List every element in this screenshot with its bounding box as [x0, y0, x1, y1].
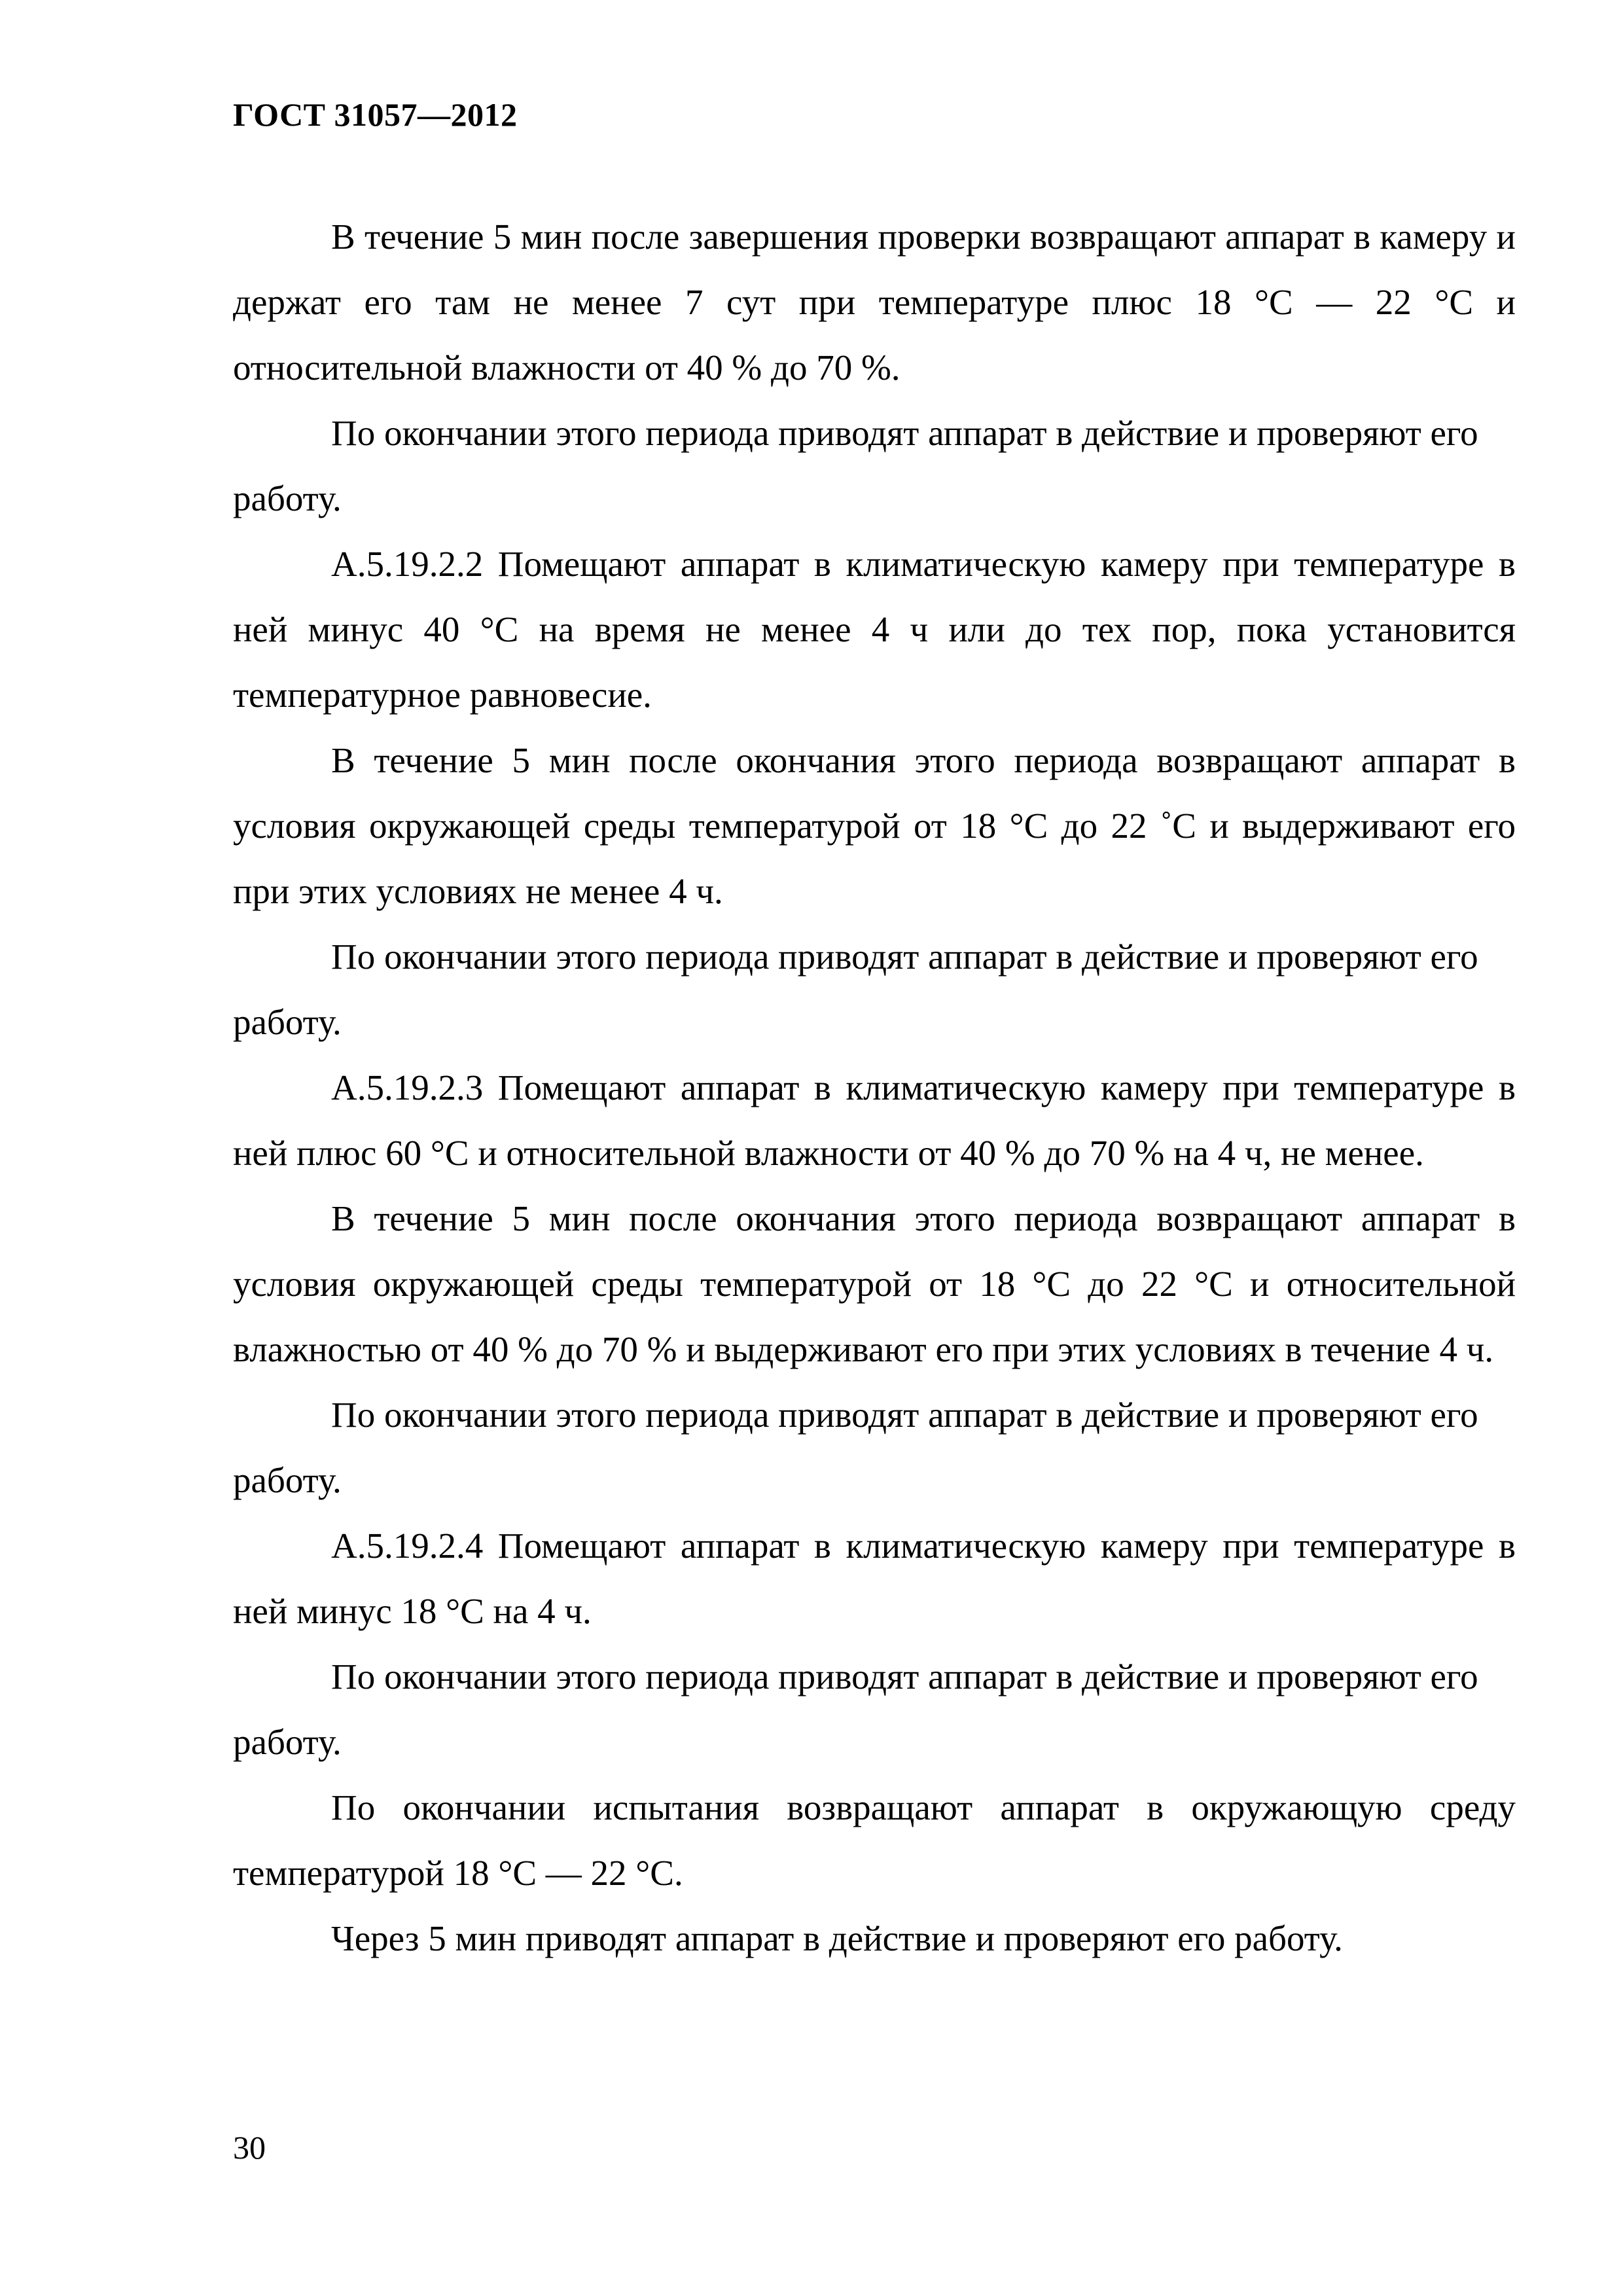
paragraph: В течение 5 мин после окончания этого периода возвращают аппарат в условия окружающей среды температурой от 18 °С до 22 °С и относительной влажностью от 40 % до 70 % и выдерживают его при этих условиях в течение 4 ч.	[233, 1198, 1516, 1369]
document-body	[233, 204, 1516, 1971]
paragraph: По окончании этого периода приводят аппарат в действие и проверяют его работу.	[233, 413, 1478, 518]
paragraph: По окончании этого периода приводят аппарат в действие и проверяют его работу.	[233, 1395, 1478, 1500]
paragraph: По окончании этого периода приводят аппарат в действие и проверяют его работу.	[233, 1657, 1478, 1762]
document-header-standard-code: ГОСТ 31057—2012	[233, 96, 518, 133]
paragraph: В течение 5 мин после завершения проверки возвращают аппарат в камеру и держат его там не менее 7 сут при температуре плюс 18 °С — 22 °С и относительной влажности от 40 % до 70 %.	[233, 217, 1516, 387]
page-number: 30	[233, 2129, 266, 2166]
paragraph-section-a-5-19-2-2: А.5.19.2.2 Помещают аппарат в климатическую камеру при температуре в ней минус 40 °С на время не менее 4 ч или до тех пор, пока установится температурное равновесие.	[233, 544, 1516, 715]
paragraph: В течение 5 мин после окончания этого периода возвращают аппарат в условия окружающей среды температурой от 18 °С до 22 ˚С и выдерживают его при этих условиях не менее 4 ч.	[233, 740, 1516, 911]
paragraph: Через 5 мин приводят аппарат в действие и проверяют его работу.	[331, 1918, 1343, 1958]
paragraph-section-a-5-19-2-4: А.5.19.2.4 Помещают аппарат в климатическую камеру при температуре в ней минус 18 °С на 4 ч.	[233, 1526, 1516, 1631]
paragraph: По окончании испытания возвращают аппарат в окружающую среду температурой 18 °С — 22 °С.	[233, 1787, 1516, 1893]
paragraph: По окончании этого периода приводят аппарат в действие и проверяют его работу.	[233, 937, 1478, 1042]
paragraph-section-a-5-19-2-3: А.5.19.2.3 Помещают аппарат в климатическую камеру при температуре в ней плюс 60 °С и относительной влажности от 40 % до 70 % на 4 ч, не менее.	[233, 1067, 1516, 1173]
